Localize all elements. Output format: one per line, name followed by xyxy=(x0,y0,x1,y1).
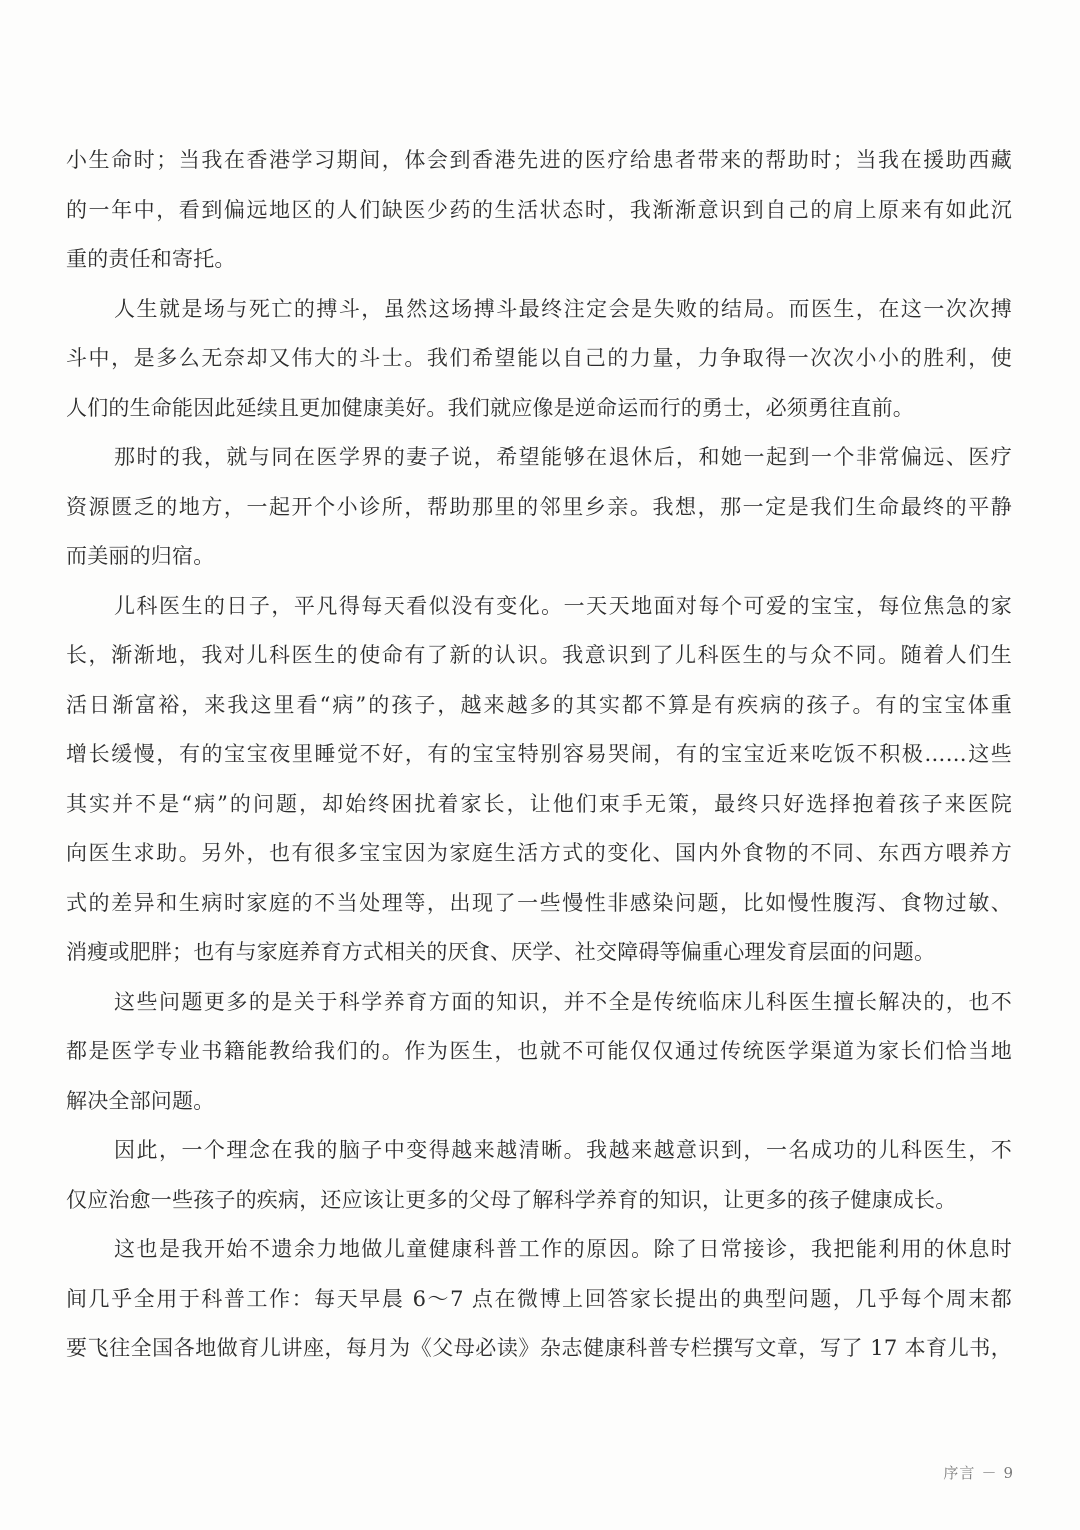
text-line: 那时的我，就与同在医学界的妻子说，希望能够在退休后，和她一起到一个非常偏远、医疗 xyxy=(114,445,1012,469)
footer-separator: － xyxy=(981,1464,998,1482)
text-line: 要飞往全国各地做育儿讲座，每月为《父母必读》杂志健康科普专栏撰写文章，写了 17 本育儿书， xyxy=(66,1336,1012,1360)
text-line: 资源匮乏的地方，一起开个小诊所，帮助那里的邻里乡亲。我想，那一定是我们生命最终的平静 xyxy=(66,494,1012,519)
text-line: 小生命时；当我在香港学习期间，体会到香港先进的医疗给患者带来的帮助时；当我在援助西藏 xyxy=(66,148,1012,172)
text-line: 消瘦或肥胖；也有与家庭养育方式相关的厌食、厌学、社交障碍等偏重心理发育层面的问题。 xyxy=(66,940,936,964)
text-line: 式的差异和生病时家庭的不当处理等，出现了一些慢性非感染问题，比如慢性腹泻、食物过敏、 xyxy=(66,890,1012,915)
text-line: 仅应治愈一些孩子的疾病，还应该让更多的父母了解科学养育的知识，让更多的孩子健康成长。 xyxy=(66,1187,957,1212)
section-label: 序言 xyxy=(943,1464,976,1482)
page-footer xyxy=(943,1462,1014,1483)
text-line: 增长缓慢，有的宝宝夜里睡觉不好，有的宝宝特别容易哭闹，有的宝宝近来吃饭不积极……这些 xyxy=(66,742,1012,766)
page-number: 9 xyxy=(1003,1464,1014,1482)
text-line: 解决全部问题。 xyxy=(66,1088,215,1113)
text-line: 都是医学专业书籍能教给我们的。作为医生，也就不可能仅仅通过传统医学渠道为家长们恰当地 xyxy=(66,1039,1012,1063)
text-line: 间几乎全用于科普工作：每天早晨 6～7 点在微博上回答家长提出的典型问题，几乎每个周末都 xyxy=(66,1286,1012,1311)
body-text xyxy=(66,136,1012,1374)
text-line: 活日渐富裕，来我这里看“病”的孩子，越来越多的其实都不算是有疾病的孩子。有的宝宝体重 xyxy=(66,692,1012,717)
text-line: 儿科医生的日子，平凡得每天看似没有变化。一天天地面对每个可爱的宝宝，每位焦急的家 xyxy=(114,593,1012,618)
text-line: 其实并不是“病”的问题，却始终困扰着家长，让他们束手无策，最终只好选择抱着孩子来医院 xyxy=(66,791,1012,816)
text-line: 长，渐渐地，我对儿科医生的使命有了新的认识。我意识到了儿科医生的与众不同。随着人们生 xyxy=(66,643,1012,667)
text-line: 因此，一个理念在我的脑子中变得越来越清晰。我越来越意识到，一名成功的儿科医生，不 xyxy=(114,1138,1012,1162)
text-line: 重的责任和寄托。 xyxy=(66,247,236,271)
text-line: 这也是我开始不遗余力地做儿童健康科普工作的原因。除了日常接诊，我把能利用的休息时 xyxy=(114,1237,1012,1261)
text-line: 人们的生命能因此延续且更加健康美好。我们就应像是逆命运而行的勇士，必须勇往直前。 xyxy=(66,395,914,420)
text-line: 向医生求助。另外，也有很多宝宝因为家庭生活方式的变化、国内外食物的不同、东西方喂养方 xyxy=(66,841,1012,865)
text-line: 斗中，是多么无奈却又伟大的斗士。我们希望能以自己的力量，力争取得一次次小小的胜利，使 xyxy=(66,346,1012,370)
text-line: 这些问题更多的是关于科学养育方面的知识，并不全是传统临床儿科医生擅长解决的，也不 xyxy=(114,989,1012,1014)
text-line: 人生就是场与死亡的搏斗，虽然这场搏斗最终注定会是失败的结局。而医生，在这一次次搏 xyxy=(114,296,1012,321)
text-line: 而美丽的归宿。 xyxy=(66,544,215,568)
text-line: 的一年中，看到偏远地区的人们缺医少药的生活状态时，我渐渐意识到自己的肩上原来有如此沉 xyxy=(66,197,1012,222)
